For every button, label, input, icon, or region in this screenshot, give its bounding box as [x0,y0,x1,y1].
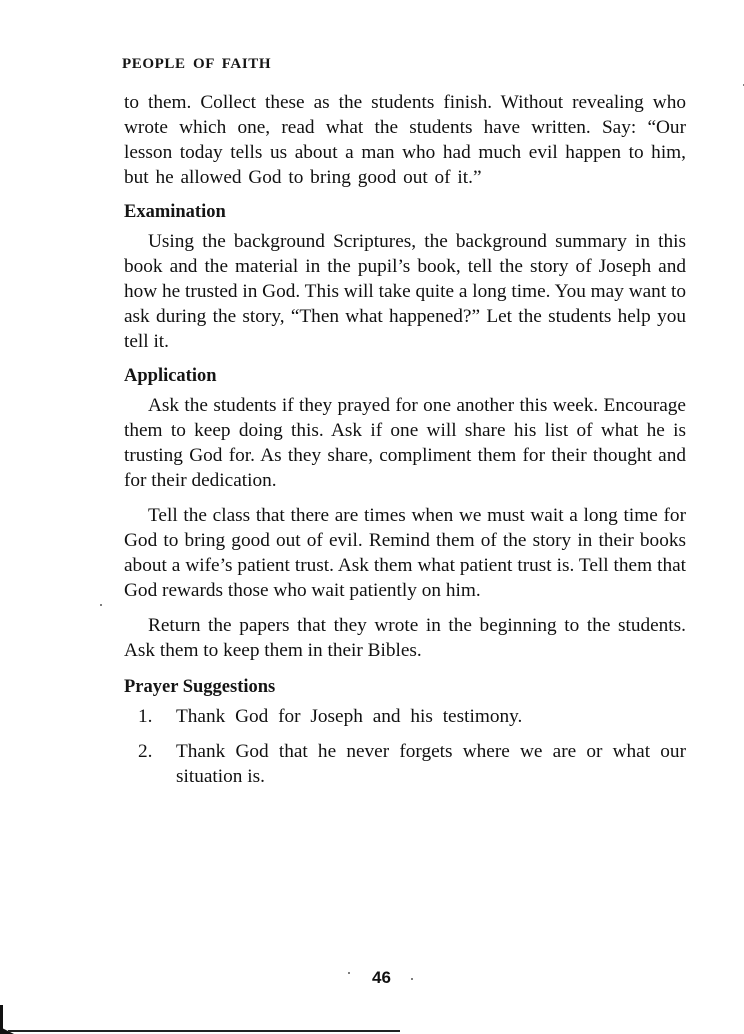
list-item-text: Thank God for Joseph and his testimony. [176,706,523,727]
list-item-number: 1. [138,706,153,727]
section-heading-examination: Examination [124,202,226,222]
page-body [124,90,686,799]
application-paragraph-3: Return the papers that they wrote in the beginning to the students. Ask them to keep them in their Bibles. [124,615,686,661]
scan-speck [411,978,413,980]
scan-edge-bottom [8,1030,400,1032]
page-number: 46 [372,968,391,987]
list-item [124,739,686,789]
scan-speck [100,604,102,606]
section-heading-application: Application [124,366,217,386]
application-paragraph-1: Ask the students if they prayed for one another this week. Encourage them to keep doing this. Ask if one will share his list of what he is trusting God for. As they share, compliment them for their thought and for their dedication. [124,395,686,491]
prayer-suggestions-list [124,704,686,789]
list-item-text: Thank God that he never forgets where we are or what our situation is. [176,741,686,787]
section-heading-prayer-suggestions: Prayer Suggestions [124,677,276,697]
list-item-number: 2. [138,741,153,762]
paragraph-gap [124,493,686,503]
running-head: PEOPLE OF FAITH [122,56,272,72]
list-item [124,704,686,729]
scan-speck [348,972,350,974]
paragraph-gap [124,603,686,613]
examination-paragraph: Using the background Scriptures, the background summary in this book and the material in the pupil’s book, tell the story of Joseph and how he trusted in God. This will take quite a long time. You may want to ask during the story, “Then what happened?” Let the students help you tell it. [124,231,686,352]
intro-paragraph: to them. Collect these as the students finish. Without revealing who wrote which one, read what the students have written. Say: “Our lesson today tells us about a man who had much evil happen to him, but he allowed God to bring good out of it.” [124,92,686,188]
application-paragraph-2: Tell the class that there are times when we must wait a long time for God to bring good out of evil. Remind them of the story in their books about a wife’s patient trust. Ask them what patient trust is. Tell them that God rewards those who wait patiently on him. [124,505,686,601]
